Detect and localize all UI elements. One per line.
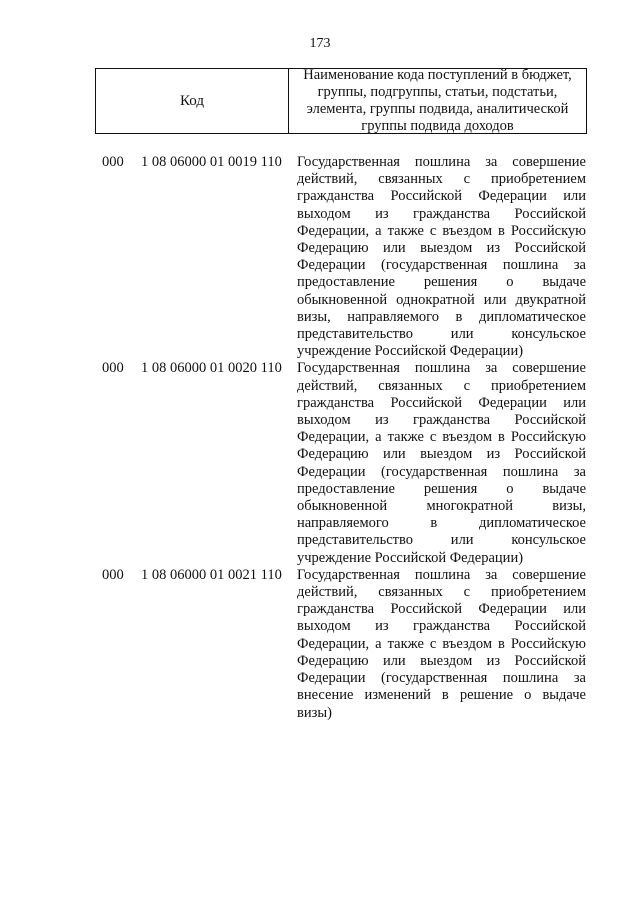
row-revenue-code: 1 08 06000 01 0020 110 (141, 360, 282, 377)
header-name-column: Наименование кода поступлений в бюджет, группы, подгруппы, статьи, подстатьи, элемента, группы подвида, аналитической группы подвида доходов (303, 67, 572, 134)
row-description: Государственная пошлина за совершение действий, связанных с приобретением гражданства Российской Федерации или выходом из гражданства Российской Федерации, а также с въездом в Российскую Федерацию или выездом из Российской Федерации (государственная пошлина за предоставление решения о выдаче обыкновенной однократной или двукратной визы, направляемого в дипломатическое представительство или консульское учреждение Российской Федерации) (297, 154, 586, 360)
row-description: Государственная пошлина за совершение действий, связанных с приобретением гражданства Российской Федерации или выходом из гражданства Российской Федерации, а также с въездом в Российскую Федерацию или выездом из Российской Федерации (государственная пошлина за внесение изменений в решение о выдаче визы) (297, 566, 586, 721)
table-body (0, 154, 640, 722)
page-number: 173 (309, 36, 331, 51)
table-row (0, 567, 640, 722)
table-row (0, 360, 640, 566)
row-revenue-code: 1 08 06000 01 0021 110 (141, 566, 282, 583)
row-admin-code: 000 (102, 154, 124, 170)
header-code-column: Код (96, 69, 289, 133)
row-admin-code: 000 (102, 360, 124, 377)
table-row (0, 154, 640, 360)
row-admin-code: 000 (102, 566, 124, 583)
table-header (95, 68, 587, 134)
row-revenue-code: 1 08 06000 01 0019 110 (141, 154, 282, 170)
row-description: Государственная пошлина за совершение действий, связанных с приобретением гражданства Российской Федерации или выходом из гражданства Российской Федерации, а также с въездом в Российскую Федерацию или выездом из Российской Федерации (государственная пошлина за предоставление решения о выдаче обыкновенной многократной визы, направляемого в дипломатическое представительство или консульское учреждение Российской Федерации) (297, 360, 586, 566)
